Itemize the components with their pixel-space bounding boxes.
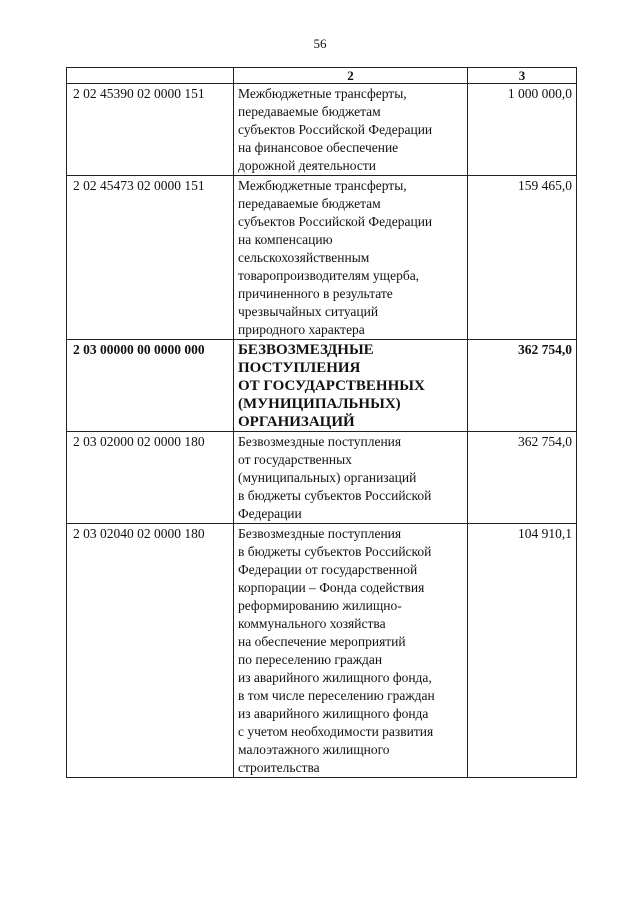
- table-header-row: [67, 68, 577, 84]
- description-cell: [234, 84, 468, 176]
- description-line: из аварийного жилищного фонда,: [238, 670, 432, 685]
- description-line: субъектов Российской Федерации: [238, 214, 433, 229]
- description-line: строительства: [238, 760, 320, 775]
- description-line: товаропроизводителям ущерба,: [238, 268, 420, 283]
- column-header-2: 2: [234, 68, 468, 84]
- description-line: передаваемые бюджетам: [238, 196, 381, 211]
- table-row: [67, 340, 577, 432]
- description-line: Безвозмездные поступления: [238, 434, 402, 449]
- table-body: [67, 68, 577, 778]
- description-line: (муниципальных) организаций: [238, 470, 417, 485]
- description-line: Федерации от государственной: [238, 562, 418, 577]
- column-header-3: 3: [468, 68, 577, 84]
- description-line: Безвозмездные поступления: [238, 526, 402, 541]
- description-line: Федерации: [238, 506, 302, 521]
- description-line: в том числе переселению граждан: [238, 688, 435, 703]
- description-line: реформированию жилищно-: [238, 598, 402, 613]
- page-number: 56: [313, 36, 327, 51]
- description-line: ПОСТУПЛЕНИЯ: [238, 360, 361, 376]
- amount-cell: 104 910,1: [468, 524, 577, 778]
- description-cell: [234, 340, 468, 432]
- description-line: субъектов Российской Федерации: [238, 122, 433, 137]
- table-row: [67, 84, 577, 176]
- budget-code-cell: 2 03 02000 02 0000 180: [67, 432, 234, 524]
- description-line: на компенсацию: [238, 232, 333, 247]
- description-line: природного характера: [238, 322, 365, 337]
- description-line: корпорации – Фонда содействия: [238, 580, 425, 595]
- description-line: чрезвычайных ситуаций: [238, 304, 379, 319]
- description-line: с учетом необходимости развития: [238, 724, 434, 739]
- table-row: [67, 176, 577, 340]
- description-line: БЕЗВОЗМЕЗДНЫЕ: [238, 342, 374, 358]
- amount-cell: 362 754,0: [468, 340, 577, 432]
- description-line: ОТ ГОСУДАРСТВЕННЫХ: [238, 378, 425, 394]
- budget-table: [66, 67, 577, 778]
- description-line: из аварийного жилищного фонда: [238, 706, 429, 721]
- description-cell: [234, 432, 468, 524]
- description-line: от государственных: [238, 452, 352, 467]
- column-header-1: [67, 68, 234, 84]
- description-line: в бюджеты субъектов Российской: [238, 544, 432, 559]
- budget-code-cell: 2 02 45473 02 0000 151: [67, 176, 234, 340]
- amount-cell: 159 465,0: [468, 176, 577, 340]
- description-line: коммунального хозяйства: [238, 616, 386, 631]
- amount-cell: 1 000 000,0: [468, 84, 577, 176]
- description-line: передаваемые бюджетам: [238, 104, 381, 119]
- description-line: на обеспечение мероприятий: [238, 634, 406, 649]
- description-line: малоэтажного жилищного: [238, 742, 390, 757]
- description-line: в бюджеты субъектов Российской: [238, 488, 432, 503]
- description-line: по переселению граждан: [238, 652, 383, 667]
- description-cell: [234, 176, 468, 340]
- description-line: дорожной деятельности: [238, 158, 376, 173]
- description-line: Межбюджетные трансферты,: [238, 178, 407, 193]
- description-line: Межбюджетные трансферты,: [238, 86, 407, 101]
- budget-code-cell: 2 02 45390 02 0000 151: [67, 84, 234, 176]
- description-line: сельскохозяйственным: [238, 250, 370, 265]
- description-line: (МУНИЦИПАЛЬНЫХ): [238, 396, 401, 412]
- description-line: причиненного в результате: [238, 286, 393, 301]
- table-row: [67, 524, 577, 778]
- table-row: [67, 432, 577, 524]
- description-line: ОРГАНИЗАЦИЙ: [238, 414, 355, 430]
- budget-code-cell: 2 03 00000 00 0000 000: [67, 340, 234, 432]
- amount-cell: 362 754,0: [468, 432, 577, 524]
- budget-code-cell: 2 03 02040 02 0000 180: [67, 524, 234, 778]
- description-line: на финансовое обеспечение: [238, 140, 399, 155]
- description-cell: [234, 524, 468, 778]
